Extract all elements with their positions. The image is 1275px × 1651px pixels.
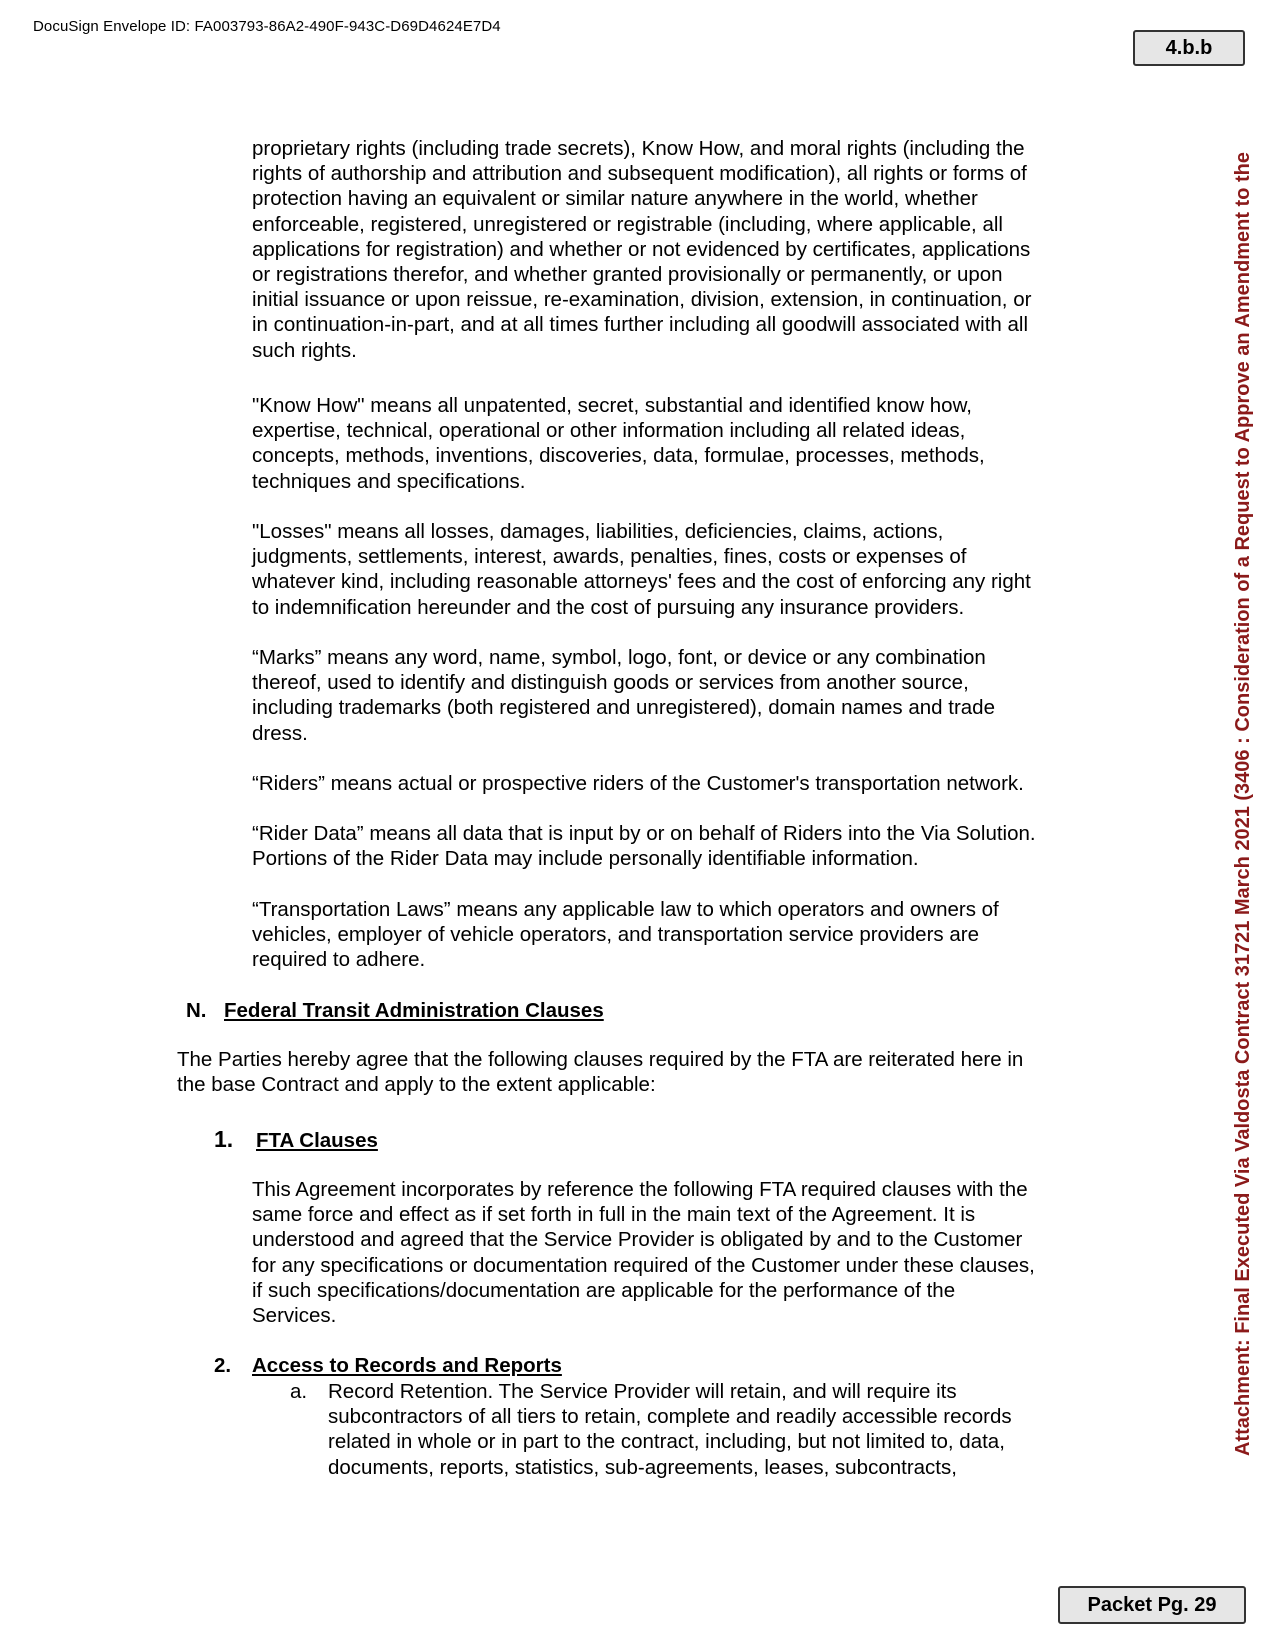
text-line: the base Contract and apply to the extent applicable:	[177, 1073, 656, 1097]
text-line: The Parties hereby agree that the following clauses required by the FTA are reiterated here in	[177, 1048, 1024, 1071]
text-line: same force and effect as if set forth in full in the main text of the Agreement. It is	[252, 1203, 976, 1227]
docusign-envelope-id: DocuSign Envelope ID: FA003793-86A2-490F-943C-D69D4624E7D4	[33, 18, 501, 35]
text-line: dress.	[252, 721, 308, 745]
clause-1-body	[252, 1177, 1102, 1328]
text-line: Portions of the Rider Data may include personally identifiable information.	[252, 847, 919, 871]
section-n-heading	[186, 998, 604, 1023]
text-line: understood and agreed that the Service Provider is obligated by and to the Customer	[252, 1228, 1023, 1252]
text-line: rights of authorship and attribution and subsequent modification), all rights or forms of	[252, 162, 1027, 186]
text-line: including trademarks (both registered and unregistered), domain names and trade	[252, 696, 995, 720]
clause-number: 1.	[214, 1126, 234, 1152]
definition-paragraph-ip-rights	[252, 136, 1102, 363]
text-line: vehicles, employer of vehicle operators, and transportation service providers are	[252, 923, 979, 947]
text-line: thereof, used to identify and distinguish goods or services from another source,	[252, 671, 969, 695]
text-line: such rights.	[252, 338, 357, 362]
text-line: proprietary rights (including trade secrets), Know How, and moral rights (including the	[252, 137, 1025, 160]
definition-losses	[252, 519, 1102, 620]
section-title: Federal Transit Administration Clauses	[224, 999, 604, 1022]
text-line: initial issuance or upon reissue, re-examination, division, extension, in continuation, or	[252, 288, 1032, 312]
clause-title: FTA Clauses	[256, 1129, 378, 1152]
definition-rider-data	[252, 821, 1102, 871]
attachment-side-label: Attachment: Final Executed Via Valdosta Contract 31721 March 2021 (3406 : Consideration of a Request to Approve an Amendment to the	[1232, 152, 1254, 1457]
text-line: “Transportation Laws” means any applicable law to which operators and owners of	[252, 898, 999, 921]
agenda-item-badge: 4.b.b	[1133, 30, 1245, 66]
text-line: related in whole or in part to the contract, including, but not limited to, data,	[328, 1430, 1005, 1454]
text-line: protection having an equivalent or similar nature anywhere in the world, whether	[252, 187, 978, 211]
section-n-intro	[177, 1047, 1117, 1097]
text-line: or registrations therefor, and whether granted provisionally or permanently, or upon	[252, 263, 1003, 287]
clause-title: Access to Records and Reports	[252, 1354, 562, 1377]
text-line: “Riders” means actual or prospective riders of the Customer's transportation network.	[252, 772, 1024, 795]
text-line: This Agreement incorporates by reference the following FTA required clauses with the	[252, 1178, 1028, 1201]
text-line: techniques and specifications.	[252, 469, 526, 493]
text-line: judgments, settlements, interest, awards, penalties, fines, costs or expenses of	[252, 545, 967, 569]
text-line: enforceable, registered, unregistered or registrable (including, where applicable, all	[252, 212, 1003, 236]
text-line: required to adhere.	[252, 948, 426, 972]
text-line: if such specifications/documentation are applicable for the performance of the	[252, 1278, 956, 1302]
text-line: whatever kind, including reasonable attorneys' fees and the cost of enforcing any right	[252, 570, 1031, 594]
list-marker: a.	[290, 1380, 308, 1403]
clause-2-heading	[214, 1353, 562, 1378]
definition-riders	[252, 771, 1102, 796]
text-line: documents, reports, statistics, sub-agreements, leases, subcontracts,	[328, 1455, 957, 1479]
definition-transportation-laws	[252, 897, 1102, 973]
text-line: concepts, methods, inventions, discoveries, data, formulae, processes, methods,	[252, 444, 985, 468]
text-line: “Marks” means any word, name, symbol, logo, font, or device or any combination	[252, 646, 986, 669]
text-line: "Losses" means all losses, damages, liabilities, deficiencies, claims, actions,	[252, 520, 944, 543]
text-line: applications for registration) and whether or not evidenced by certificates, applications	[252, 237, 1031, 261]
section-number: N.	[186, 999, 207, 1022]
text-line: to indemnification hereunder and the cost of pursuing any insurance providers.	[252, 595, 965, 619]
definition-marks	[252, 645, 1102, 746]
text-line: subcontractors of all tiers to retain, complete and readily accessible records	[328, 1405, 1012, 1429]
text-line: Record Retention. The Service Provider will retain, and will require its	[328, 1380, 957, 1403]
clause-number: 2.	[214, 1354, 232, 1377]
list-item-body	[328, 1379, 1098, 1480]
text-line: in continuation-in-part, and at all times further including all goodwill associated with all	[252, 313, 1028, 337]
clause-1-heading	[214, 1127, 378, 1153]
definition-know-how	[252, 393, 1102, 494]
text-line: for any specifications or documentation required of the Customer under these clauses,	[252, 1253, 1035, 1277]
text-line: expertise, technical, operational or other information including all related ideas,	[252, 419, 966, 443]
text-line: “Rider Data” means all data that is input by or on behalf of Riders into the Via Solution.	[252, 822, 1036, 845]
text-line: "Know How" means all unpatented, secret, substantial and identified know how,	[252, 394, 972, 417]
text-line: Services.	[252, 1304, 337, 1328]
packet-page-badge: Packet Pg. 29	[1058, 1586, 1246, 1624]
